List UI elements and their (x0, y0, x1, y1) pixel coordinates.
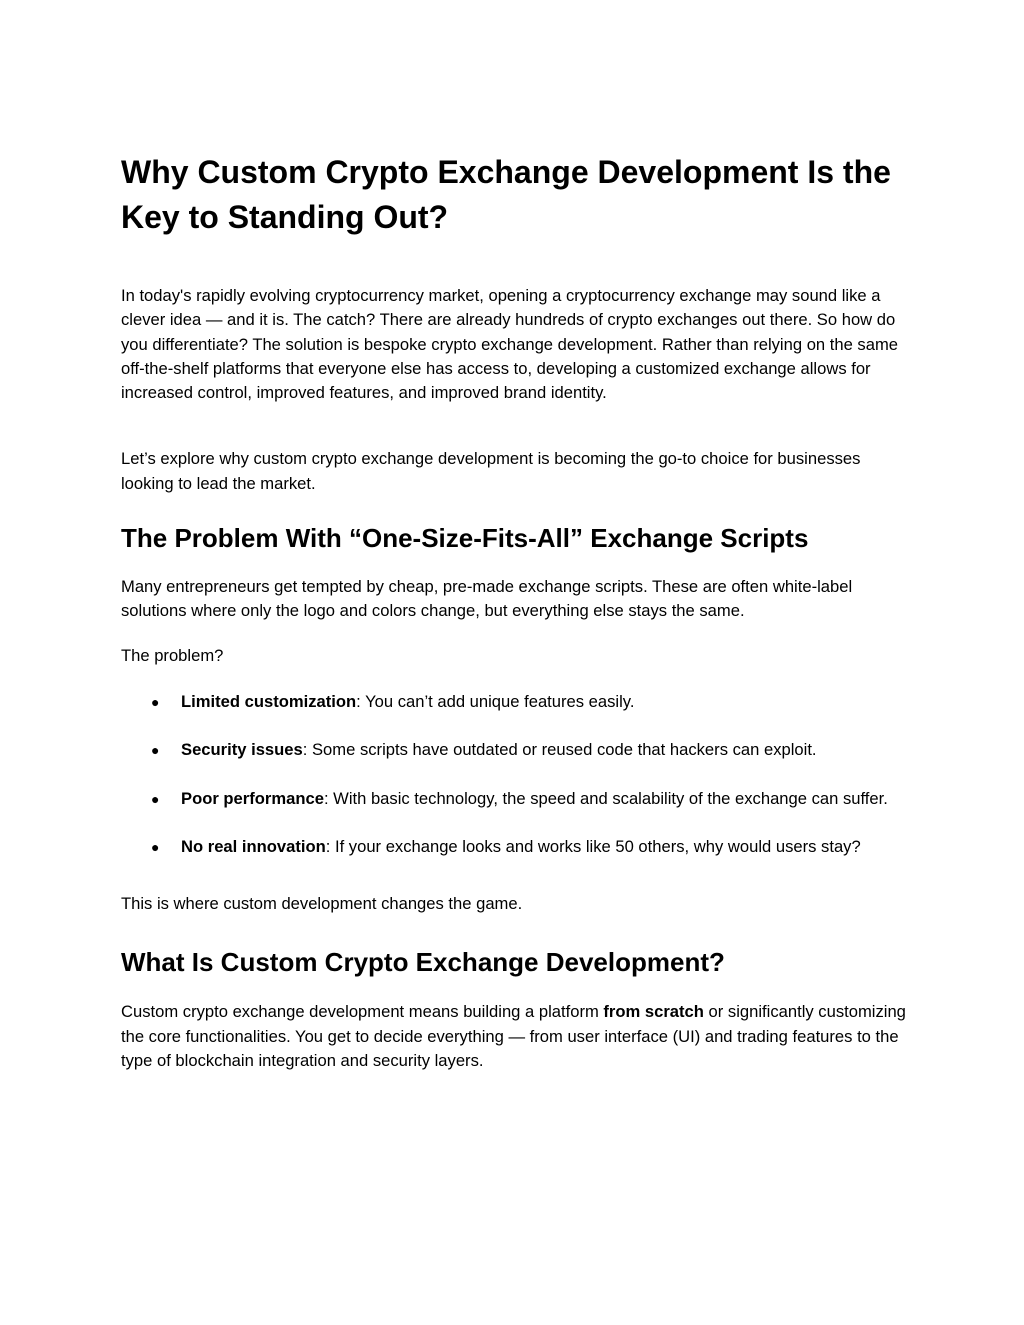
bullet-text: : You can’t add unique features easily. (356, 691, 635, 711)
document-page (121, 150, 906, 1073)
bullet-text: : Some scripts have outdated or reused code that hackers can exploit. (302, 740, 817, 760)
document-title: Why Custom Crypto Exchange Development Is the Key to Standing Out? (121, 154, 891, 235)
bullet-icon: ● (151, 742, 160, 759)
bullet-term: Security issues (181, 740, 303, 760)
problem-question: The problem? (121, 645, 224, 665)
section-heading-problem: The Problem With “One-Size-Fits-All” Exchange Scripts (121, 523, 809, 554)
bullet-icon: ● (151, 693, 160, 710)
list-item (121, 835, 906, 859)
list-item (121, 690, 906, 714)
bullet-term: Limited customization (181, 691, 357, 711)
what-text-after: or significantly customizing the core functionalities. You get to decide everything — from user interface (UI) and trading features to the type of blockchain integration and security layers. (121, 1002, 906, 1071)
intro-paragraph: In today's rapidly evolving cryptocurrency market, opening a cryptocurrency exchange may sound like a clever idea — and it is. The catch? There are already hundreds of crypto exchanges out there. So how do you differentiate? The solution is bespoke crypto exchange development. Rather than relying on the same off-the-shelf platforms that everyone else has access to, developing a customized exchange allows for increased control, improved features, and improved brand identity. (121, 286, 899, 403)
bullet-text: : With basic technology, the speed and scalability of the exchange can suffer. (323, 788, 888, 808)
bullet-text: : If your exchange looks and works like 50 others, why would users stay? (325, 836, 861, 856)
list-item (121, 738, 906, 762)
list-item (121, 787, 906, 811)
problem-paragraph: Many entrepreneurs get tempted by cheap, pre-made exchange scripts. These are often white-label solutions where only the logo and colors change, but everything else stays the same. (121, 577, 853, 621)
intro-paragraph-explore: Let’s explore why custom crypto exchange development is becoming the go-to choice for businesses looking to lead the market. (121, 449, 861, 493)
bullet-term: Poor performance (181, 788, 324, 808)
bullet-icon: ● (151, 790, 160, 807)
section-heading-what: What Is Custom Crypto Exchange Development? (121, 947, 725, 978)
what-paragraph (121, 1000, 906, 1073)
what-text-bold: from scratch (603, 1002, 704, 1022)
what-text-before: Custom crypto exchange development means building a platform (121, 1002, 604, 1022)
bullet-term: No real innovation (181, 836, 326, 856)
bullet-icon: ● (151, 838, 160, 855)
problem-closing: This is where custom development changes the game. (121, 894, 523, 914)
problem-bullet-list (121, 690, 906, 859)
